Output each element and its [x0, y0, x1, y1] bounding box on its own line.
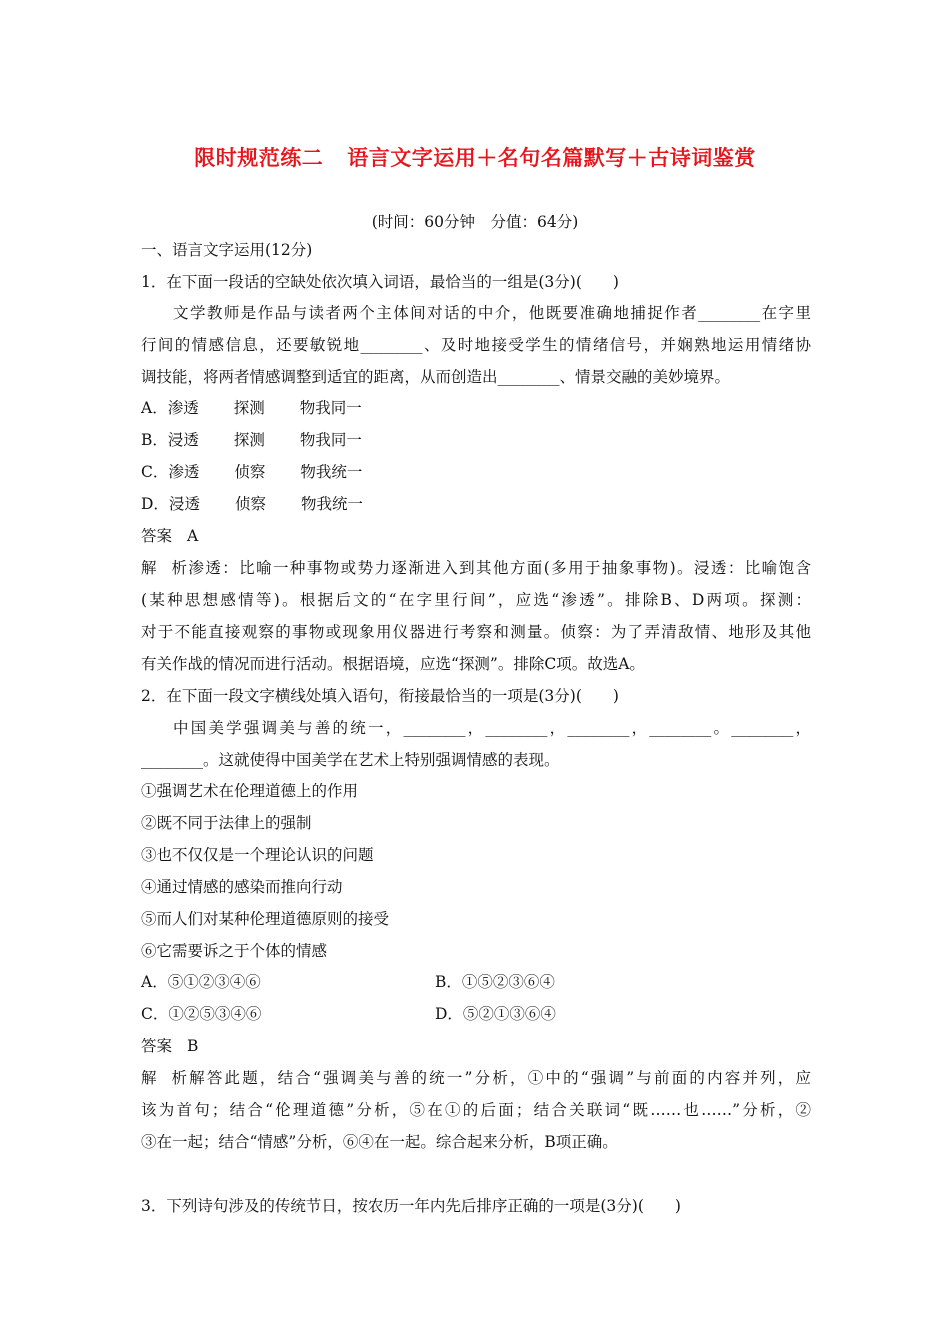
q1-analysis-line: 对于不能直接观察的事物或现象用仪器进行考察和测量。侦察：为了弄清敌情、地形及其他: [141, 623, 811, 641]
q2-stem: 2．在下面一段文字横线处填入语句，衔接最恰当的一项是(3分)( ): [141, 687, 619, 705]
q2-item: ③也不仅仅是一个理论认识的问题: [141, 846, 374, 864]
q1-para-line: 文学教师是作品与读者两个主体间对话的中介，他既要准确地捕捉作者________在字里: [173, 304, 811, 322]
q2-option-a: A．⑤①②③④⑥: [141, 973, 261, 991]
q1-answer: 答案 A: [141, 527, 199, 545]
q2-option-c: C．①②⑤③④⑥: [141, 1005, 262, 1023]
q1-analysis: 解析渗透：比喻一种事物或势力逐渐进入到其他方面(多用于抽象事物)。浸透：比喻饱含: [141, 559, 811, 577]
q1-analysis-line: 有关作战的情况而进行活动。根据语境，应选“探测”。排除C项。故选A。: [141, 655, 645, 673]
q1-option-d: D．浸透 侦察 物我统一: [141, 495, 363, 513]
q2-answer: 答案 B: [141, 1037, 199, 1055]
q2-item: ②既不同于法律上的强制: [141, 814, 312, 832]
page-title: [0, 142, 950, 172]
q1-para-line: 行间的情感信息，还要敏锐地________、及时地接受学生的情绪信号，并娴熟地运用情绪协: [141, 336, 811, 354]
q2-option-b: B．①⑤②③⑥④: [435, 973, 555, 991]
q2-para-line: 中国美学强调美与善的统一，________，________，________，________。________，: [173, 719, 811, 737]
q1-stem: 1．在下面一段话的空缺处依次填入词语，最恰当的一组是(3分)( ): [141, 273, 619, 291]
section-heading: 一、语言文字运用(12分): [141, 241, 313, 259]
q2-item: ⑥它需要诉之于个体的情感: [141, 942, 328, 960]
q1-option-c: C．渗透 侦察 物我统一: [141, 463, 363, 481]
q3-stem: 3．下列诗句涉及的传统节日，按农历一年内先后排序正确的一项是(3分)( ): [141, 1197, 681, 1215]
exam-meta: (时间：60分钟 分值：64分): [371, 213, 579, 231]
q2-item: ①强调艺术在伦理道德上的作用: [141, 782, 359, 800]
q1-analysis-line: (某种思想感情等)。根据后文的“在字里行间”，应选“渗透”。排除B、D两项。探测：: [141, 591, 811, 609]
title-part2: 语言文字运用＋名句名篇默写＋古诗词鉴赏: [347, 146, 756, 170]
q2-option-d: D．⑤②①③⑥④: [435, 1005, 556, 1023]
q2-analysis-line: 该为首句；结合“伦理道德”分析，⑤在①的后面；结合关联词“既……也……”分析，②: [141, 1101, 811, 1119]
q2-para-line: ________。这就使得中国美学在艺术上特别强调情感的表现。: [141, 751, 560, 769]
q1-para-line: 调技能，将两者情感调整到适宜的距离，从而创造出________、情景交融的美妙境界。: [141, 368, 731, 386]
q2-analysis: 解析解答此题，结合“强调美与善的统一”分析，①中的“强调”与前面的内容并列，应: [141, 1069, 811, 1087]
q1-option-b: B．浸透 探测 物我同一: [141, 431, 362, 449]
q2-item: ④通过情感的感染而推向行动: [141, 878, 343, 896]
q2-analysis-line: ③在一起；结合“情感”分析，⑥④在一起。综合起来分析，B项正确。: [141, 1133, 618, 1151]
title-part1: 限时规范练二: [194, 146, 324, 170]
q2-item: ⑤而人们对某种伦理道德原则的接受: [141, 910, 390, 928]
q1-option-a: A．渗透 探测 物我同一: [141, 399, 362, 417]
